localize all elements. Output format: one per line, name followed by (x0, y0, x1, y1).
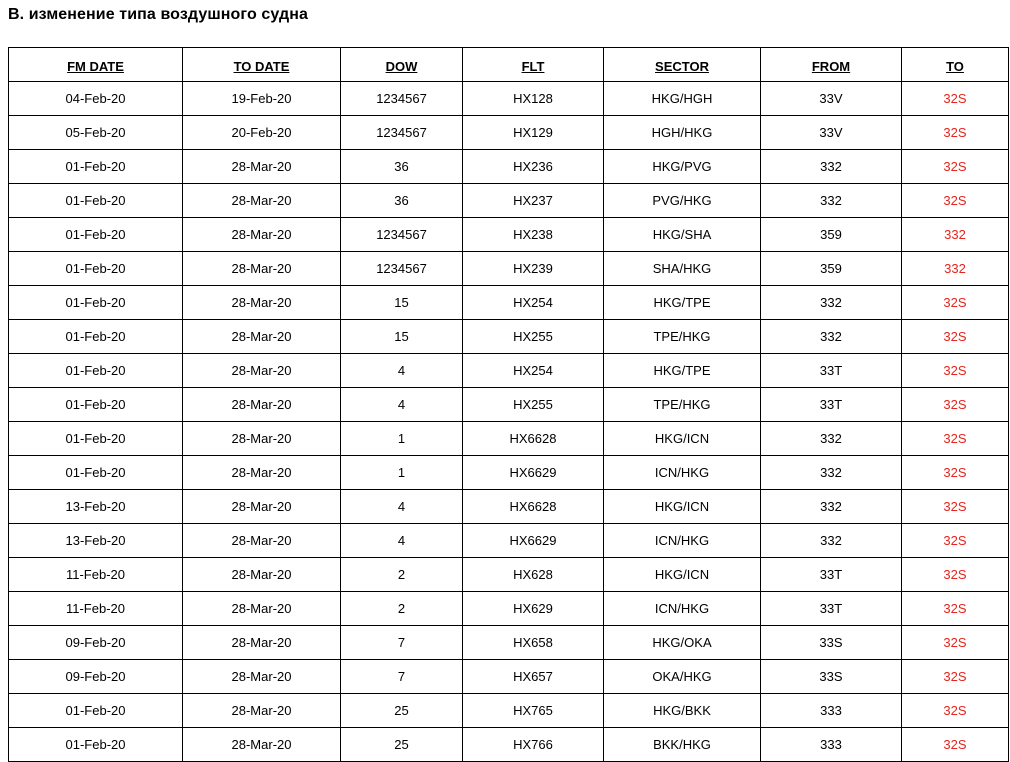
to-cell: 32S (902, 728, 1009, 762)
table-row (9, 422, 1009, 456)
dow-cell: 1234567 (341, 252, 463, 286)
table-row (9, 184, 1009, 218)
header-row (9, 48, 1009, 82)
to-date-cell: 28-Mar-20 (183, 728, 341, 762)
table-row (9, 660, 1009, 694)
from-cell: 332 (761, 320, 902, 354)
flt-cell: HX766 (463, 728, 604, 762)
from-cell: 33S (761, 626, 902, 660)
to-date-cell: 28-Mar-20 (183, 150, 341, 184)
flt-cell: HX658 (463, 626, 604, 660)
flt-cell: HX129 (463, 116, 604, 150)
fm-date-cell: 01-Feb-20 (9, 252, 183, 286)
dow-cell: 4 (341, 490, 463, 524)
fm-date-cell: 04-Feb-20 (9, 82, 183, 116)
table-row (9, 456, 1009, 490)
flt-cell: HX238 (463, 218, 604, 252)
to-cell: 32S (902, 150, 1009, 184)
dow-cell: 2 (341, 592, 463, 626)
fm-date-cell: 01-Feb-20 (9, 388, 183, 422)
table-row (9, 82, 1009, 116)
table-row (9, 694, 1009, 728)
table-row (9, 354, 1009, 388)
fm-date-cell: 01-Feb-20 (9, 218, 183, 252)
from-cell: 33T (761, 558, 902, 592)
from-cell: 33T (761, 592, 902, 626)
to-date-cell: 20-Feb-20 (183, 116, 341, 150)
dow-cell: 7 (341, 660, 463, 694)
dow-cell: 1234567 (341, 82, 463, 116)
header-dow: DOW (341, 48, 463, 82)
to-cell: 32S (902, 184, 1009, 218)
flt-cell: HX254 (463, 354, 604, 388)
to-cell: 32S (902, 286, 1009, 320)
sector-cell: HGH/HKG (604, 116, 761, 150)
dow-cell: 1234567 (341, 218, 463, 252)
dow-cell: 25 (341, 728, 463, 762)
sector-cell: HKG/HGH (604, 82, 761, 116)
from-cell: 332 (761, 184, 902, 218)
fm-date-cell: 05-Feb-20 (9, 116, 183, 150)
to-cell: 32S (902, 490, 1009, 524)
fm-date-cell: 01-Feb-20 (9, 184, 183, 218)
to-date-cell: 28-Mar-20 (183, 626, 341, 660)
header-fm-date: FM DATE (9, 48, 183, 82)
table-row (9, 524, 1009, 558)
table-row (9, 490, 1009, 524)
flt-cell: HX255 (463, 388, 604, 422)
flt-cell: HX6628 (463, 490, 604, 524)
fm-date-cell: 01-Feb-20 (9, 354, 183, 388)
dow-cell: 15 (341, 286, 463, 320)
flt-cell: HX765 (463, 694, 604, 728)
to-cell: 332 (902, 218, 1009, 252)
to-date-cell: 28-Mar-20 (183, 456, 341, 490)
from-cell: 333 (761, 694, 902, 728)
flt-cell: HX254 (463, 286, 604, 320)
dow-cell: 7 (341, 626, 463, 660)
from-cell: 33V (761, 116, 902, 150)
header-from: FROM (761, 48, 902, 82)
table-row (9, 150, 1009, 184)
from-cell: 33S (761, 660, 902, 694)
flt-cell: HX236 (463, 150, 604, 184)
table-row (9, 728, 1009, 762)
to-date-cell: 28-Mar-20 (183, 218, 341, 252)
to-cell: 32S (902, 82, 1009, 116)
from-cell: 332 (761, 524, 902, 558)
fm-date-cell: 01-Feb-20 (9, 286, 183, 320)
table-row (9, 116, 1009, 150)
header-to-date: TO DATE (183, 48, 341, 82)
fm-date-cell: 01-Feb-20 (9, 728, 183, 762)
to-date-cell: 28-Mar-20 (183, 694, 341, 728)
flt-cell: HX255 (463, 320, 604, 354)
flt-cell: HX237 (463, 184, 604, 218)
table-row (9, 286, 1009, 320)
from-cell: 332 (761, 150, 902, 184)
fm-date-cell: 09-Feb-20 (9, 660, 183, 694)
sector-cell: HKG/TPE (604, 354, 761, 388)
to-cell: 32S (902, 694, 1009, 728)
fm-date-cell: 01-Feb-20 (9, 320, 183, 354)
table-row (9, 388, 1009, 422)
sector-cell: HKG/OKA (604, 626, 761, 660)
from-cell: 359 (761, 252, 902, 286)
header-flt: FLT (463, 48, 604, 82)
sector-cell: TPE/HKG (604, 320, 761, 354)
sector-cell: ICN/HKG (604, 524, 761, 558)
table-row (9, 320, 1009, 354)
to-date-cell: 28-Mar-20 (183, 558, 341, 592)
from-cell: 332 (761, 490, 902, 524)
header-to: TO (902, 48, 1009, 82)
fm-date-cell: 13-Feb-20 (9, 490, 183, 524)
flt-cell: HX657 (463, 660, 604, 694)
to-date-cell: 28-Mar-20 (183, 320, 341, 354)
sector-cell: ICN/HKG (604, 456, 761, 490)
to-date-cell: 28-Mar-20 (183, 524, 341, 558)
fm-date-cell: 01-Feb-20 (9, 456, 183, 490)
to-cell: 332 (902, 252, 1009, 286)
to-cell: 32S (902, 388, 1009, 422)
flt-cell: HX629 (463, 592, 604, 626)
table-row (9, 626, 1009, 660)
dow-cell: 1234567 (341, 116, 463, 150)
table-row (9, 252, 1009, 286)
from-cell: 333 (761, 728, 902, 762)
to-cell: 32S (902, 456, 1009, 490)
to-date-cell: 19-Feb-20 (183, 82, 341, 116)
from-cell: 332 (761, 456, 902, 490)
flt-cell: HX128 (463, 82, 604, 116)
to-date-cell: 28-Mar-20 (183, 422, 341, 456)
fm-date-cell: 01-Feb-20 (9, 150, 183, 184)
sector-cell: HKG/BKK (604, 694, 761, 728)
to-cell: 32S (902, 626, 1009, 660)
dow-cell: 36 (341, 150, 463, 184)
sector-cell: HKG/SHA (604, 218, 761, 252)
to-cell: 32S (902, 558, 1009, 592)
to-date-cell: 28-Mar-20 (183, 184, 341, 218)
sector-cell: BKK/HKG (604, 728, 761, 762)
sector-cell: HKG/ICN (604, 558, 761, 592)
table-body (9, 82, 1009, 762)
to-cell: 32S (902, 116, 1009, 150)
dow-cell: 1 (341, 456, 463, 490)
dow-cell: 2 (341, 558, 463, 592)
to-cell: 32S (902, 320, 1009, 354)
dow-cell: 4 (341, 524, 463, 558)
from-cell: 33T (761, 388, 902, 422)
from-cell: 359 (761, 218, 902, 252)
to-cell: 32S (902, 592, 1009, 626)
dow-cell: 1 (341, 422, 463, 456)
flt-cell: HX628 (463, 558, 604, 592)
document-title: B. изменение типа воздушного судна (8, 6, 309, 23)
flt-cell: HX6629 (463, 456, 604, 490)
flt-cell: HX239 (463, 252, 604, 286)
sector-cell: SHA/HKG (604, 252, 761, 286)
fm-date-cell: 09-Feb-20 (9, 626, 183, 660)
fm-date-cell: 11-Feb-20 (9, 592, 183, 626)
table-row (9, 558, 1009, 592)
flt-cell: HX6629 (463, 524, 604, 558)
fm-date-cell: 01-Feb-20 (9, 694, 183, 728)
dow-cell: 25 (341, 694, 463, 728)
sector-cell: HKG/TPE (604, 286, 761, 320)
to-date-cell: 28-Mar-20 (183, 252, 341, 286)
dow-cell: 36 (341, 184, 463, 218)
to-cell: 32S (902, 354, 1009, 388)
from-cell: 33V (761, 82, 902, 116)
to-cell: 32S (902, 422, 1009, 456)
sector-cell: TPE/HKG (604, 388, 761, 422)
to-date-cell: 28-Mar-20 (183, 354, 341, 388)
to-date-cell: 28-Mar-20 (183, 286, 341, 320)
to-date-cell: 28-Mar-20 (183, 388, 341, 422)
table-row (9, 592, 1009, 626)
to-date-cell: 28-Mar-20 (183, 490, 341, 524)
sector-cell: HKG/ICN (604, 490, 761, 524)
from-cell: 332 (761, 286, 902, 320)
dow-cell: 15 (341, 320, 463, 354)
to-cell: 32S (902, 524, 1009, 558)
sector-cell: HKG/PVG (604, 150, 761, 184)
to-date-cell: 28-Mar-20 (183, 592, 341, 626)
to-cell: 32S (902, 660, 1009, 694)
header-sector: SECTOR (604, 48, 761, 82)
from-cell: 332 (761, 422, 902, 456)
to-date-cell: 28-Mar-20 (183, 660, 341, 694)
sector-cell: OKA/HKG (604, 660, 761, 694)
sector-cell: HKG/ICN (604, 422, 761, 456)
aircraft-change-table (8, 47, 1009, 762)
fm-date-cell: 11-Feb-20 (9, 558, 183, 592)
flt-cell: HX6628 (463, 422, 604, 456)
sector-cell: ICN/HKG (604, 592, 761, 626)
dow-cell: 4 (341, 388, 463, 422)
dow-cell: 4 (341, 354, 463, 388)
from-cell: 33T (761, 354, 902, 388)
table-row (9, 218, 1009, 252)
fm-date-cell: 01-Feb-20 (9, 422, 183, 456)
sector-cell: PVG/HKG (604, 184, 761, 218)
fm-date-cell: 13-Feb-20 (9, 524, 183, 558)
